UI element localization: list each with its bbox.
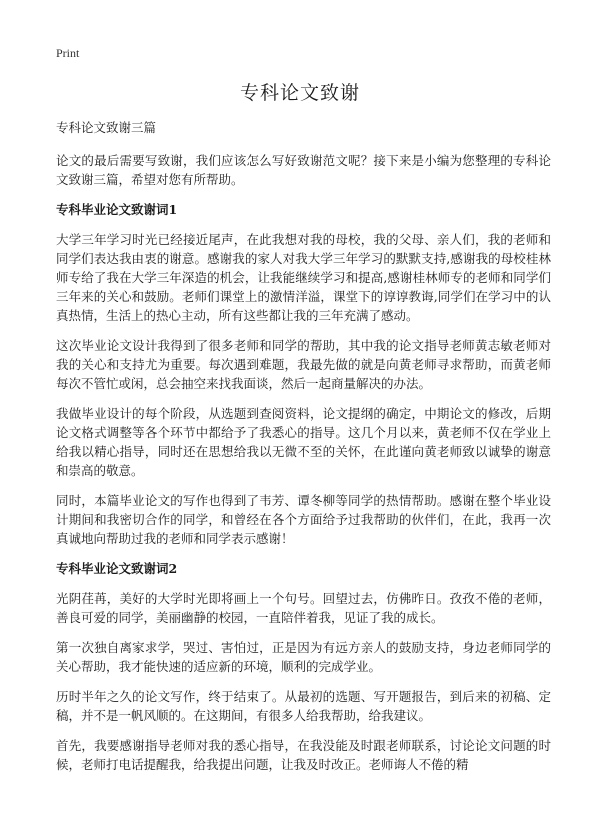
section-heading: 专科毕业论文致谢词2 [56, 561, 178, 576]
paragraph: 同时，本篇毕业论文的写作也得到了韦芳、谭冬柳等同学的热情帮助。感谢在整个毕业设计期间和我密切合作的同学，和曾经在各个方面给予过我帮助的伙伴们，在此，我再一次真诚地向帮助过我的老师和同学表示感谢！ [56, 493, 551, 546]
article-body [56, 118, 551, 785]
paragraph: 首先，我要感谢指导老师对我的悉心指导，在我没能及时跟老师联系，讨论论文问题的时候，老师打电话提醒我，给我提出问题，让我及时改正。老师诲人不倦的精 [56, 738, 551, 772]
paragraph: 光阴荏苒，美好的大学时光即将画上一个句号。回望过去，仿佛昨日。孜孜不倦的老师，善良可爱的同学，美丽幽静的校园，一直陪伴着我，见证了我的成长。 [56, 591, 551, 625]
paragraph: 大学三年学习时光已经接近尾声，在此我想对我的母校，我的父母、亲人们，我的老师和同学们表达我由衷的谢意。感谢我的家人对我大学三年学习的默默支持,感谢我的母校桂林师专给了我在大学三年深造的机会，让我能继续学习和提高,感谢桂林师专的老师和同学们三年来的关心和鼓励。老师们课堂上的激情洋溢，课堂下的谆谆教诲,同学们在学习中的认真热情，生活上的热心主动，所有这些都让我的三年充满了感动。 [56, 232, 551, 323]
intro-paragraph: 论文的最后需要写致谢，我们应该怎么写好致谢范文呢？接下来是小编为您整理的专科论文致谢三篇，希望对您有所帮助。 [56, 153, 551, 187]
paragraph: 第一次独自离家求学，哭过、害怕过，正是因为有远方亲人的鼓励支持，身边老师同学的关心帮助，我才能快速的适应新的环境，顺利的完成学业。 [56, 640, 551, 674]
paragraph: 我做毕业设计的每个阶段，从选题到查阅资料，论文提纲的确定，中期论文的修改，后期论文格式调整等各个环节中都给予了我悉心的指导。这几个月以来，黄老师不仅在学业上给我以精心指导，同时还在思想给我以无微不至的关怀，在此谨向黄老师致以诚挚的谢意和崇高的敬意。 [56, 406, 551, 478]
paragraph: 这次毕业论文设计我得到了很多老师和同学的帮助，其中我的论文指导老师黄志敏老师对我的关心和支持尤为重要。每次遇到难题，我最先做的就是向黄老师寻求帮助，而黄老师每次不管忙或闲，总会抽空来找我面谈，然后一起商量解决的办法。 [56, 338, 551, 391]
page-title: 专科论文致谢 [239, 82, 360, 104]
print-label: Print [56, 46, 80, 60]
paragraph: 历时半年之久的论文写作，终于结束了。从最初的选题、写开题报告，到后来的初稿、定稿，并不是一帆风顺的。在这期间，有很多人给我帮助，给我建议。 [56, 689, 551, 723]
article-subtitle: 专科论文致谢三篇 [56, 120, 157, 135]
section-heading: 专科毕业论文致谢词1 [56, 202, 178, 217]
